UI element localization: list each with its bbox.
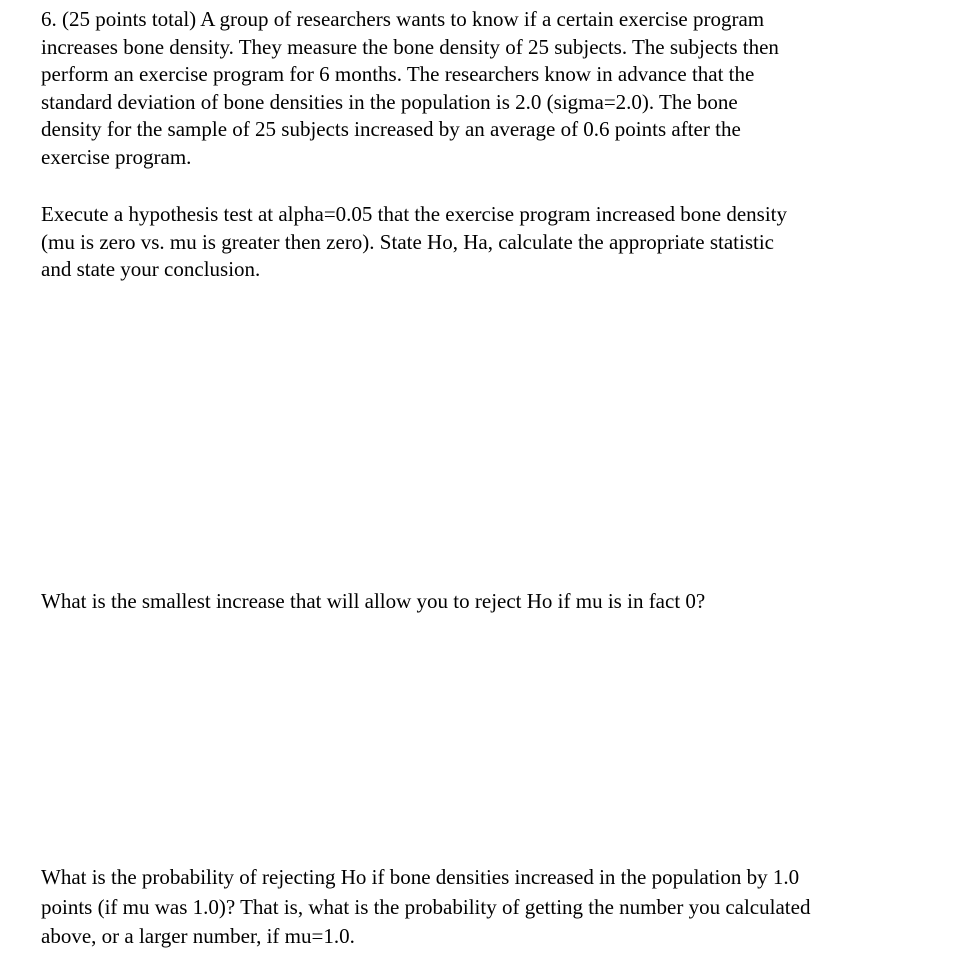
text-line: perform an exercise program for 6 months. The researchers know in advance that the xyxy=(41,62,755,86)
text-line: 6. (25 points total) A group of researchers wants to know if a certain exercise program xyxy=(41,7,765,31)
text-line: points (if mu was 1.0)? That is, what is the probability of getting the number you calculated xyxy=(41,894,811,919)
question-part-power xyxy=(41,863,941,952)
text-line: and state your conclusion. xyxy=(41,257,261,281)
text-line: standard deviation of bone densities in the population is 2.0 (sigma=2.0). The bone xyxy=(41,89,738,114)
text-line: What is the probability of rejecting Ho if bone densities increased in the population by 1.0 xyxy=(41,865,800,889)
text-line: increases bone density. They measure the bone density of 25 subjects. The subjects then xyxy=(41,34,779,59)
text-line: Execute a hypothesis test at alpha=0.05 that the exercise program increased bone density xyxy=(41,202,788,226)
text-line: (mu is zero vs. mu is greater then zero). State Ho, Ha, calculate the appropriate statistic xyxy=(41,229,774,254)
question-part-smallest-increase xyxy=(41,586,941,616)
text-line: density for the sample of 25 subjects increased by an average of 0.6 points after the xyxy=(41,117,741,141)
question-part-hypothesis-test xyxy=(41,201,941,284)
question-intro xyxy=(41,6,941,171)
text-line: exercise program. xyxy=(41,144,192,169)
text-line: above, or a larger number, if mu=1.0. xyxy=(41,924,355,948)
text-line: What is the smallest increase that will allow you to reject Ho if mu is in fact 0? xyxy=(41,589,706,613)
